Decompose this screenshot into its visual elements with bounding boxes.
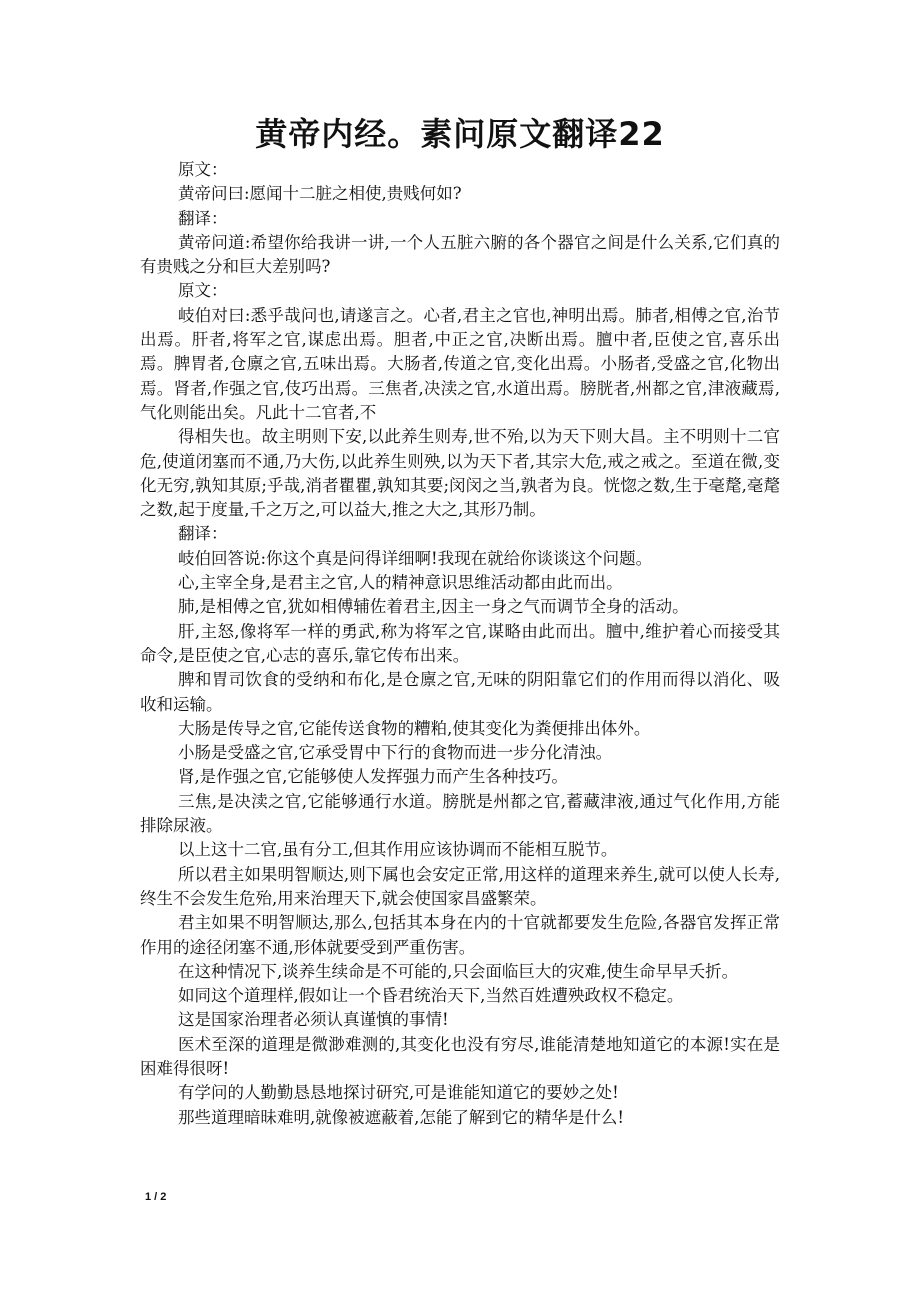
paragraph-translation: 大肠是传导之官,它能传送食物的糟粕,使其变化为粪便排出体外。 <box>177 718 651 738</box>
paragraph-translation: 小肠是受盛之官,它承受胃中下行的食物而进一步分化清浊。 <box>177 743 613 763</box>
paragraph-translation: 以上这十二官,虽有分工,但其作用应该协调而不能相互脱节。 <box>177 840 618 860</box>
paragraph-translation: 心,主宰全身,是君主之官,人的精神意识思维活动都由此而出。 <box>177 573 623 593</box>
paragraph-translation: 脾和胃司饮食的受纳和布化,是仓廪之官,无味的阴阳靠它们的作用而得以消化、吸收和运输。 <box>140 670 780 714</box>
paragraph-label-translation: 翻译： <box>177 208 228 228</box>
paragraph-label-original: 原文： <box>177 281 228 301</box>
paragraph-label-translation: 翻译： <box>177 524 228 544</box>
document-body <box>140 158 780 1130</box>
paragraph-label-original: 原文： <box>177 160 228 179</box>
paragraph-translation: 在这种情况下,谈养生续命是不可能的,只会面临巨大的灾难,使生命早早夭折。 <box>177 961 739 981</box>
paragraph-translation: 肝,主怒,像将军一样的勇武,称为将军之官,谋略由此而出。膻中,维护着心而接受其命令,是臣使之官,心志的喜乐,靠它传布出来。 <box>140 621 780 665</box>
paragraph-translation: 岐伯回答说:你这个真是问得详细啊!我现在就给你谈谈这个问题。 <box>177 548 653 568</box>
paragraph-translation: 那些道理暗昧难明,就像被遮蔽着,怎能了解到它的精华是什么! <box>177 1107 625 1127</box>
paragraph-translation: 三焦,是决渎之官,它能够通行水道。膀胱是州都之官,蓄藏津液,通过气化作用,方能排除尿液。 <box>140 791 780 836</box>
paragraph-translation: 医术至深的道理是微渺难测的,其变化也没有穷尽,谁能清楚地知道它的本源!实在是困难得很呀! <box>140 1034 780 1078</box>
paragraph-translation: 肾,是作强之官,它能够使人发挥强力而产生各种技巧。 <box>177 767 568 787</box>
paragraph-translation: 这是国家治理者必须认真谨慎的事情! <box>177 1010 449 1030</box>
paragraph-answer-original-2: 得相失也。故主明则下安,以此养生则寿,世不殆,以为天下则大昌。主不明则十二官危,使道闭塞而不通,乃大伤,以此养生则殃,以为天下者,其宗大危,戒之戒之。至道在微,变化无穷,孰知其原;乎哉,消者瞿瞿,孰知其要;闵闵之当,孰者为良。恍惚之数,生于毫氂,毫氂之数,起于度量,千之万之,可以益大,推之大之,其形乃制。 <box>140 427 780 520</box>
page-number: 1 / 2 <box>145 1191 167 1203</box>
paragraph-translation: 君主如果不明智顺达,那么,包括其本身在内的十官就都要发生危险,各器官发挥正常作用的途径闭塞不通,形体就要受到严重伤害。 <box>140 913 780 957</box>
paragraph-translation: 如同这个道理样,假如让一个昏君统治天下,当然百姓遭殃政权不稳定。 <box>177 986 684 1006</box>
paragraph-question-original: 黄帝问曰:愿闻十二脏之相使,贵贱何如? <box>177 184 462 204</box>
paragraph-question-translation: 黄帝问道:希望你给我讲一讲,一个人五脏六腑的各个器官之间是什么关系,它们真的有贵贱之分和巨大差别吗? <box>140 232 780 277</box>
paragraph-translation: 所以君主如果明智顺达,则下属也会安定正常,用这样的道理来养生,就可以使人长寿,终生不会发生危殆,用来治理天下,就会使国家昌盛繁荣。 <box>140 864 780 908</box>
page-title: 黄帝内经。素问原文翻译22 <box>255 115 665 153</box>
paragraph-translation: 肺,是相傅之官,犹如相傅辅佐着君主,因主一身之气而调节全身的活动。 <box>177 597 689 617</box>
paragraph-answer-original-1: 岐伯对曰:悉乎哉问也,请遂言之。心者,君主之官也,神明出焉。肺者,相傅之官,治节出焉。肝者,将军之官,谋虑出焉。胆者,中正之官,决断出焉。膻中者,臣使之官,喜乐出焉。脾胃者,仓廪之官,五味出焉。大肠者,传道之官,变化出焉。小肠者,受盛之官,化物出焉。肾者,作强之官,伎巧出焉。三焦者,决渎之官,水道出焉。膀胱者,州都之官,津液藏焉,气化则能出矣。凡此十二官者,不 <box>140 305 780 422</box>
paragraph-translation: 有学问的人勤勤恳恳地探讨研究,可是谁能知道它的要妙之处! <box>177 1083 619 1103</box>
